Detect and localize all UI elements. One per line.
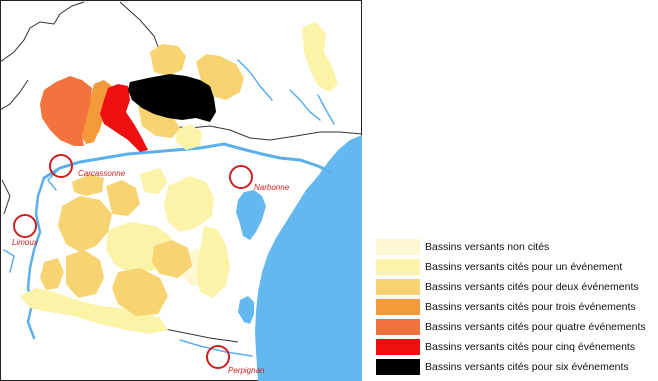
legend-label: Bassins versants cités pour six événements bbox=[425, 360, 629, 373]
legend-label: Bassins versants cités pour quatre événements bbox=[425, 320, 646, 333]
legend-item-one-event bbox=[376, 257, 656, 276]
legend-label: Bassins versants cités pour deux événements bbox=[425, 280, 639, 293]
legend-item-three-events bbox=[376, 297, 656, 316]
legend-swatch bbox=[376, 359, 420, 375]
city-label-narbonne: Narbonne bbox=[254, 183, 290, 192]
city-label-perpignan: Perpignan bbox=[228, 366, 265, 375]
legend-label: Bassins versants cités pour trois événements bbox=[425, 300, 636, 313]
legend-swatch bbox=[376, 259, 420, 275]
city-label-carcassonne: Carcassonne bbox=[78, 169, 126, 178]
legend-item-zero-events bbox=[376, 237, 656, 256]
map-legend bbox=[376, 237, 656, 377]
legend-swatch bbox=[376, 239, 420, 255]
legend-item-five-events bbox=[376, 337, 656, 356]
legend-item-two-events bbox=[376, 277, 656, 296]
legend-label: Bassins versants non cités bbox=[425, 240, 550, 253]
legend-item-four-events bbox=[376, 317, 656, 336]
legend-label: Bassins versants cités pour cinq événements bbox=[425, 340, 636, 353]
legend-item-six-events bbox=[376, 357, 656, 376]
legend-swatch bbox=[376, 339, 420, 355]
legend-swatch bbox=[376, 319, 420, 335]
city-label-limoux: Limoux bbox=[12, 238, 38, 247]
legend-label: Bassins versants cités pour un événement bbox=[425, 260, 623, 273]
legend-swatch bbox=[376, 279, 420, 295]
legend-swatch bbox=[376, 299, 420, 315]
